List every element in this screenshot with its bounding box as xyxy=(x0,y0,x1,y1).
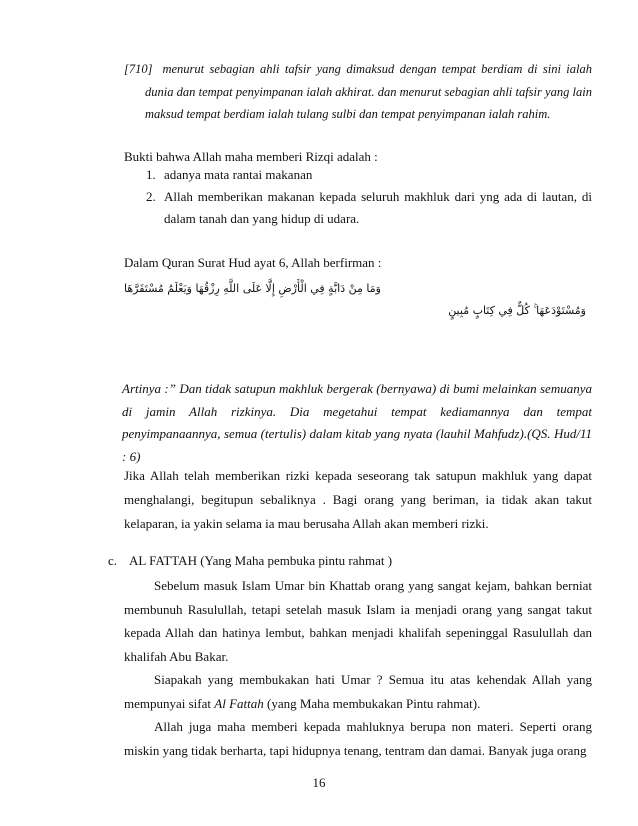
section-title: AL FATTAH (Yang Maha pembuka pintu rahmat ) xyxy=(129,553,393,568)
footnote xyxy=(124,58,592,126)
section-letter: c. xyxy=(108,553,118,568)
quran-heading: Dalam Quran Surat Hud ayat 6, Allah berfirman : xyxy=(124,255,382,270)
list-item-text: adanya mata rantai makanan xyxy=(164,167,313,182)
section-body xyxy=(124,574,592,762)
list-item xyxy=(124,186,592,230)
body-p2-italic: Al Fattah xyxy=(214,695,264,711)
proof-heading: Bukti bahwa Allah maha memberi Rizqi adalah : xyxy=(124,149,378,164)
body-paragraph-3: Allah juga maha memberi kepada mahluknya berupa non materi. Seperti orang miskin yang tidak berharta, tapi hidupnya tenang, tentram dan damai. Banyak juga orang xyxy=(124,719,592,758)
arabic-line-1: وَمَا مِنْ دَابَّةٍ فِي الْأَرْضِ إِلَّا عَلَى اللَّهِ رِزْقُهَا وَيَعْلَمُ مُسْتَقَرَّهَا xyxy=(124,282,381,295)
body-p2-before: Siapakah yang membukakan hati Umar ? Semua itu atas kehendak Allah yang mempunyai sifat xyxy=(124,672,592,711)
paragraph-rizki: Jika Allah telah memberikan rizki kepada seseorang tak satupun makhluk yang dapat menghalangi, begitupun sebaliknya . Bagi orang yang beriman, ia tidak akan takut kelaparan, ia yakin selama ia mau berusaha Allah akan memberi rizki. xyxy=(124,468,592,531)
page-number: 16 xyxy=(312,775,326,790)
section-heading xyxy=(108,553,392,569)
list-item-number: 1. xyxy=(146,167,156,182)
footnote-text: menurut sebagian ahli tafsir yang dimaksud dengan tempat berdiam di sini ialah dunia dan tempat penyimpanan ialah akhirat. dan menurut sebagian ahli tafsir yang lain maksud tempat berdiam ialah tulang sulbi dan tempat penyimpanan ialah rahim. xyxy=(145,62,592,121)
footnote-ref: [710] xyxy=(124,62,153,76)
body-paragraph-1: Sebelum masuk Islam Umar bin Khattab orang yang sangat kejam, bahkan berniat membunuh Rasulullah, tetapi setelah masuk Islam ia menjadi orang yang sangat takut kepada Allah dan hatinya lembut, bahkan menjadi khalifah sepeninggal Rasulullah dan khalifah Abu Bakar. xyxy=(124,578,592,664)
arabic-line-2: وَمُسْتَوْدَعَهَا ۚ كُلٌّ فِي كِتَابٍ مُبِينٍ xyxy=(448,304,586,317)
body-paragraph-2 xyxy=(124,668,592,715)
body-p2-after: (yang Maha membukakan Pintu rahmat). xyxy=(263,695,481,711)
arabic-verse xyxy=(124,278,586,322)
list-item xyxy=(124,164,592,186)
translation: Artinya :” Dan tidak satupun makhluk bergerak (bernyawa) di bumi melainkan semuanya di jamin Allah rizkinya. Dia megetahui tempat kediamannya dan tempat penyimpanaannya, semua (tertulis) dalam kitab yang nyata (lauhil Mahfudz).(QS. Hud/11 : 6) xyxy=(122,381,592,464)
footnote-body xyxy=(124,58,592,126)
proof-list xyxy=(124,164,592,230)
list-item-text: Allah memberikan makanan kepada seluruh makhluk dari yng ada di lautan, di dalam tanah dan yang hidup di udara. xyxy=(164,189,592,226)
list-item-number: 2. xyxy=(146,189,156,204)
